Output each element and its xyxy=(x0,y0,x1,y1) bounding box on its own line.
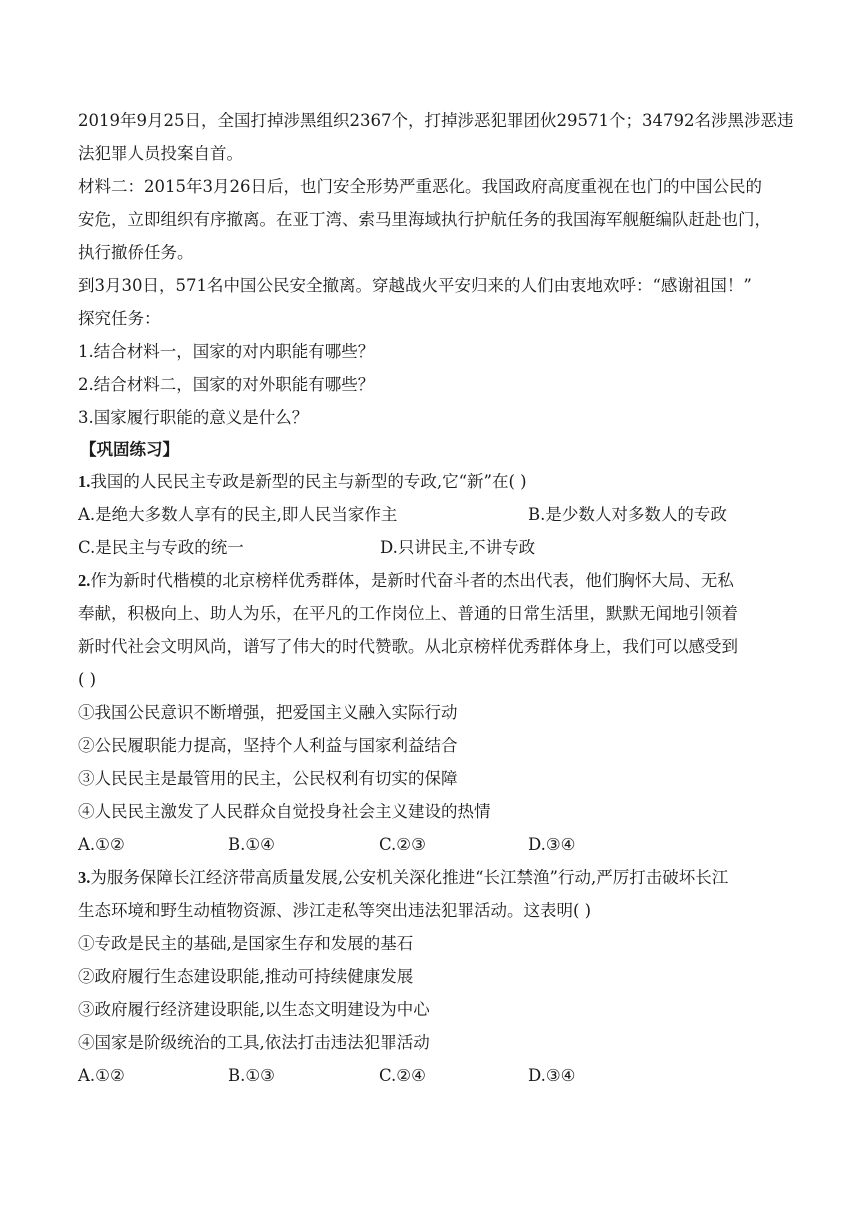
question-1-options-row-2 xyxy=(78,531,784,564)
question-3-statement: ③政府履行经济建设职能,以生态文明建设为中心 xyxy=(78,1000,430,1019)
option-d[interactable]: D.只讲民主,不讲专政 xyxy=(380,538,536,557)
option-c[interactable]: C.是民主与专政的统一 xyxy=(78,538,244,557)
question-1-options-row-1 xyxy=(78,498,784,531)
inquiry-task: 2.结合材料二，国家的对外职能有哪些？ xyxy=(78,375,375,394)
option-a[interactable]: A.①② xyxy=(78,1066,125,1085)
question-2-answer-blank: ( ) xyxy=(78,670,97,689)
question-text: 作为新时代楷模的北京榜样优秀群体，是新时代奋斗者的杰出代表，他们胸怀大局、无私 xyxy=(90,571,734,590)
material-one-line: 2019年9月25日，全国打掉涉黑组织2367个，打掉涉恶犯罪团伙29571个；34792名涉黑涉恶违 xyxy=(78,111,794,130)
option-b[interactable]: B.①④ xyxy=(228,835,275,854)
question-2-statement: ③人民民主是最管用的民主，公民权利有切实的保障 xyxy=(78,769,458,788)
option-c[interactable]: C.②④ xyxy=(379,1066,426,1085)
document-page xyxy=(78,104,794,1092)
question-3-stem xyxy=(78,861,784,894)
material-two-line: 材料二：2015年3月26日后，也门安全形势严重恶化。我国政府高度重视在也门的中国公民的 xyxy=(78,177,762,196)
inquiry-title: 探究任务： xyxy=(78,309,161,328)
question-3-statement: ②政府履行生态建设职能,推动可持续健康发展 xyxy=(78,967,414,986)
inquiry-task: 3.国家履行职能的意义是什么？ xyxy=(78,408,309,427)
question-3-stem-line: 生态环境和野生动植物资源、涉江走私等突出违法犯罪活动。这表明( ) xyxy=(78,901,592,920)
question-number: 1. xyxy=(78,472,91,491)
option-d[interactable]: D.③④ xyxy=(528,835,576,854)
question-3-statement: ①专政是民主的基础,是国家生存和发展的基石 xyxy=(78,934,414,953)
material-one-line: 法犯罪人员投案自首。 xyxy=(78,144,243,163)
question-number: 3. xyxy=(78,868,91,887)
question-2-stem-line: 新时代社会文明风尚，谱写了伟大的时代赞歌。从北京榜样优秀群体身上，我们可以感受到 xyxy=(78,637,738,656)
question-2-options xyxy=(78,828,784,861)
option-b[interactable]: B.是少数人对多数人的专政 xyxy=(528,505,727,524)
question-3-statement: ④国家是阶级统治的工具,依法打击违法犯罪活动 xyxy=(78,1033,430,1052)
option-d[interactable]: D.③④ xyxy=(528,1066,576,1085)
question-2-statement: ①我国公民意识不断增强，把爱国主义融入实际行动 xyxy=(78,703,458,722)
option-a[interactable]: A.①② xyxy=(78,835,125,854)
question-text: 为服务保障长江经济带高质量发展,公安机关深化推进“长江禁渔”行动,严厉打击破坏长江 xyxy=(90,868,729,887)
question-3-options xyxy=(78,1059,784,1092)
material-two-line: 安危，立即组织有序撤离。在亚丁湾、索马里海域执行护航任务的我国海军舰艇编队赶赴也门， xyxy=(78,210,771,229)
question-2-stem xyxy=(78,564,784,597)
material-two-line: 到3月30日，571名中国公民安全撤离。穿越战火平安归来的人们由衷地欢呼：“感谢祖国！” xyxy=(78,276,752,295)
material-two-line: 执行撤侨任务。 xyxy=(78,243,194,262)
question-number: 2. xyxy=(78,571,91,590)
question-2-statement: ④人民民主激发了人民群众自觉投身社会主义建设的热情 xyxy=(78,802,491,821)
option-b[interactable]: B.①③ xyxy=(228,1066,275,1085)
question-1-stem xyxy=(78,465,784,498)
question-text: 我国的人民民主专政是新型的民主与新型的专政,它“新”在( ) xyxy=(90,472,527,491)
practice-section-title: 【巩固练习】 xyxy=(80,440,179,459)
question-2-stem-line: 奉献，积极向上、助人为乐，在平凡的工作岗位上、普通的日常生活里，默默无闻地引领着 xyxy=(78,604,738,623)
question-2-statement: ②公民履职能力提高，坚持个人利益与国家利益结合 xyxy=(78,736,458,755)
option-a[interactable]: A.是绝大多数人享有的民主,即人民当家作主 xyxy=(78,505,398,524)
option-c[interactable]: C.②③ xyxy=(379,835,426,854)
inquiry-task: 1.结合材料一，国家的对内职能有哪些？ xyxy=(78,342,375,361)
